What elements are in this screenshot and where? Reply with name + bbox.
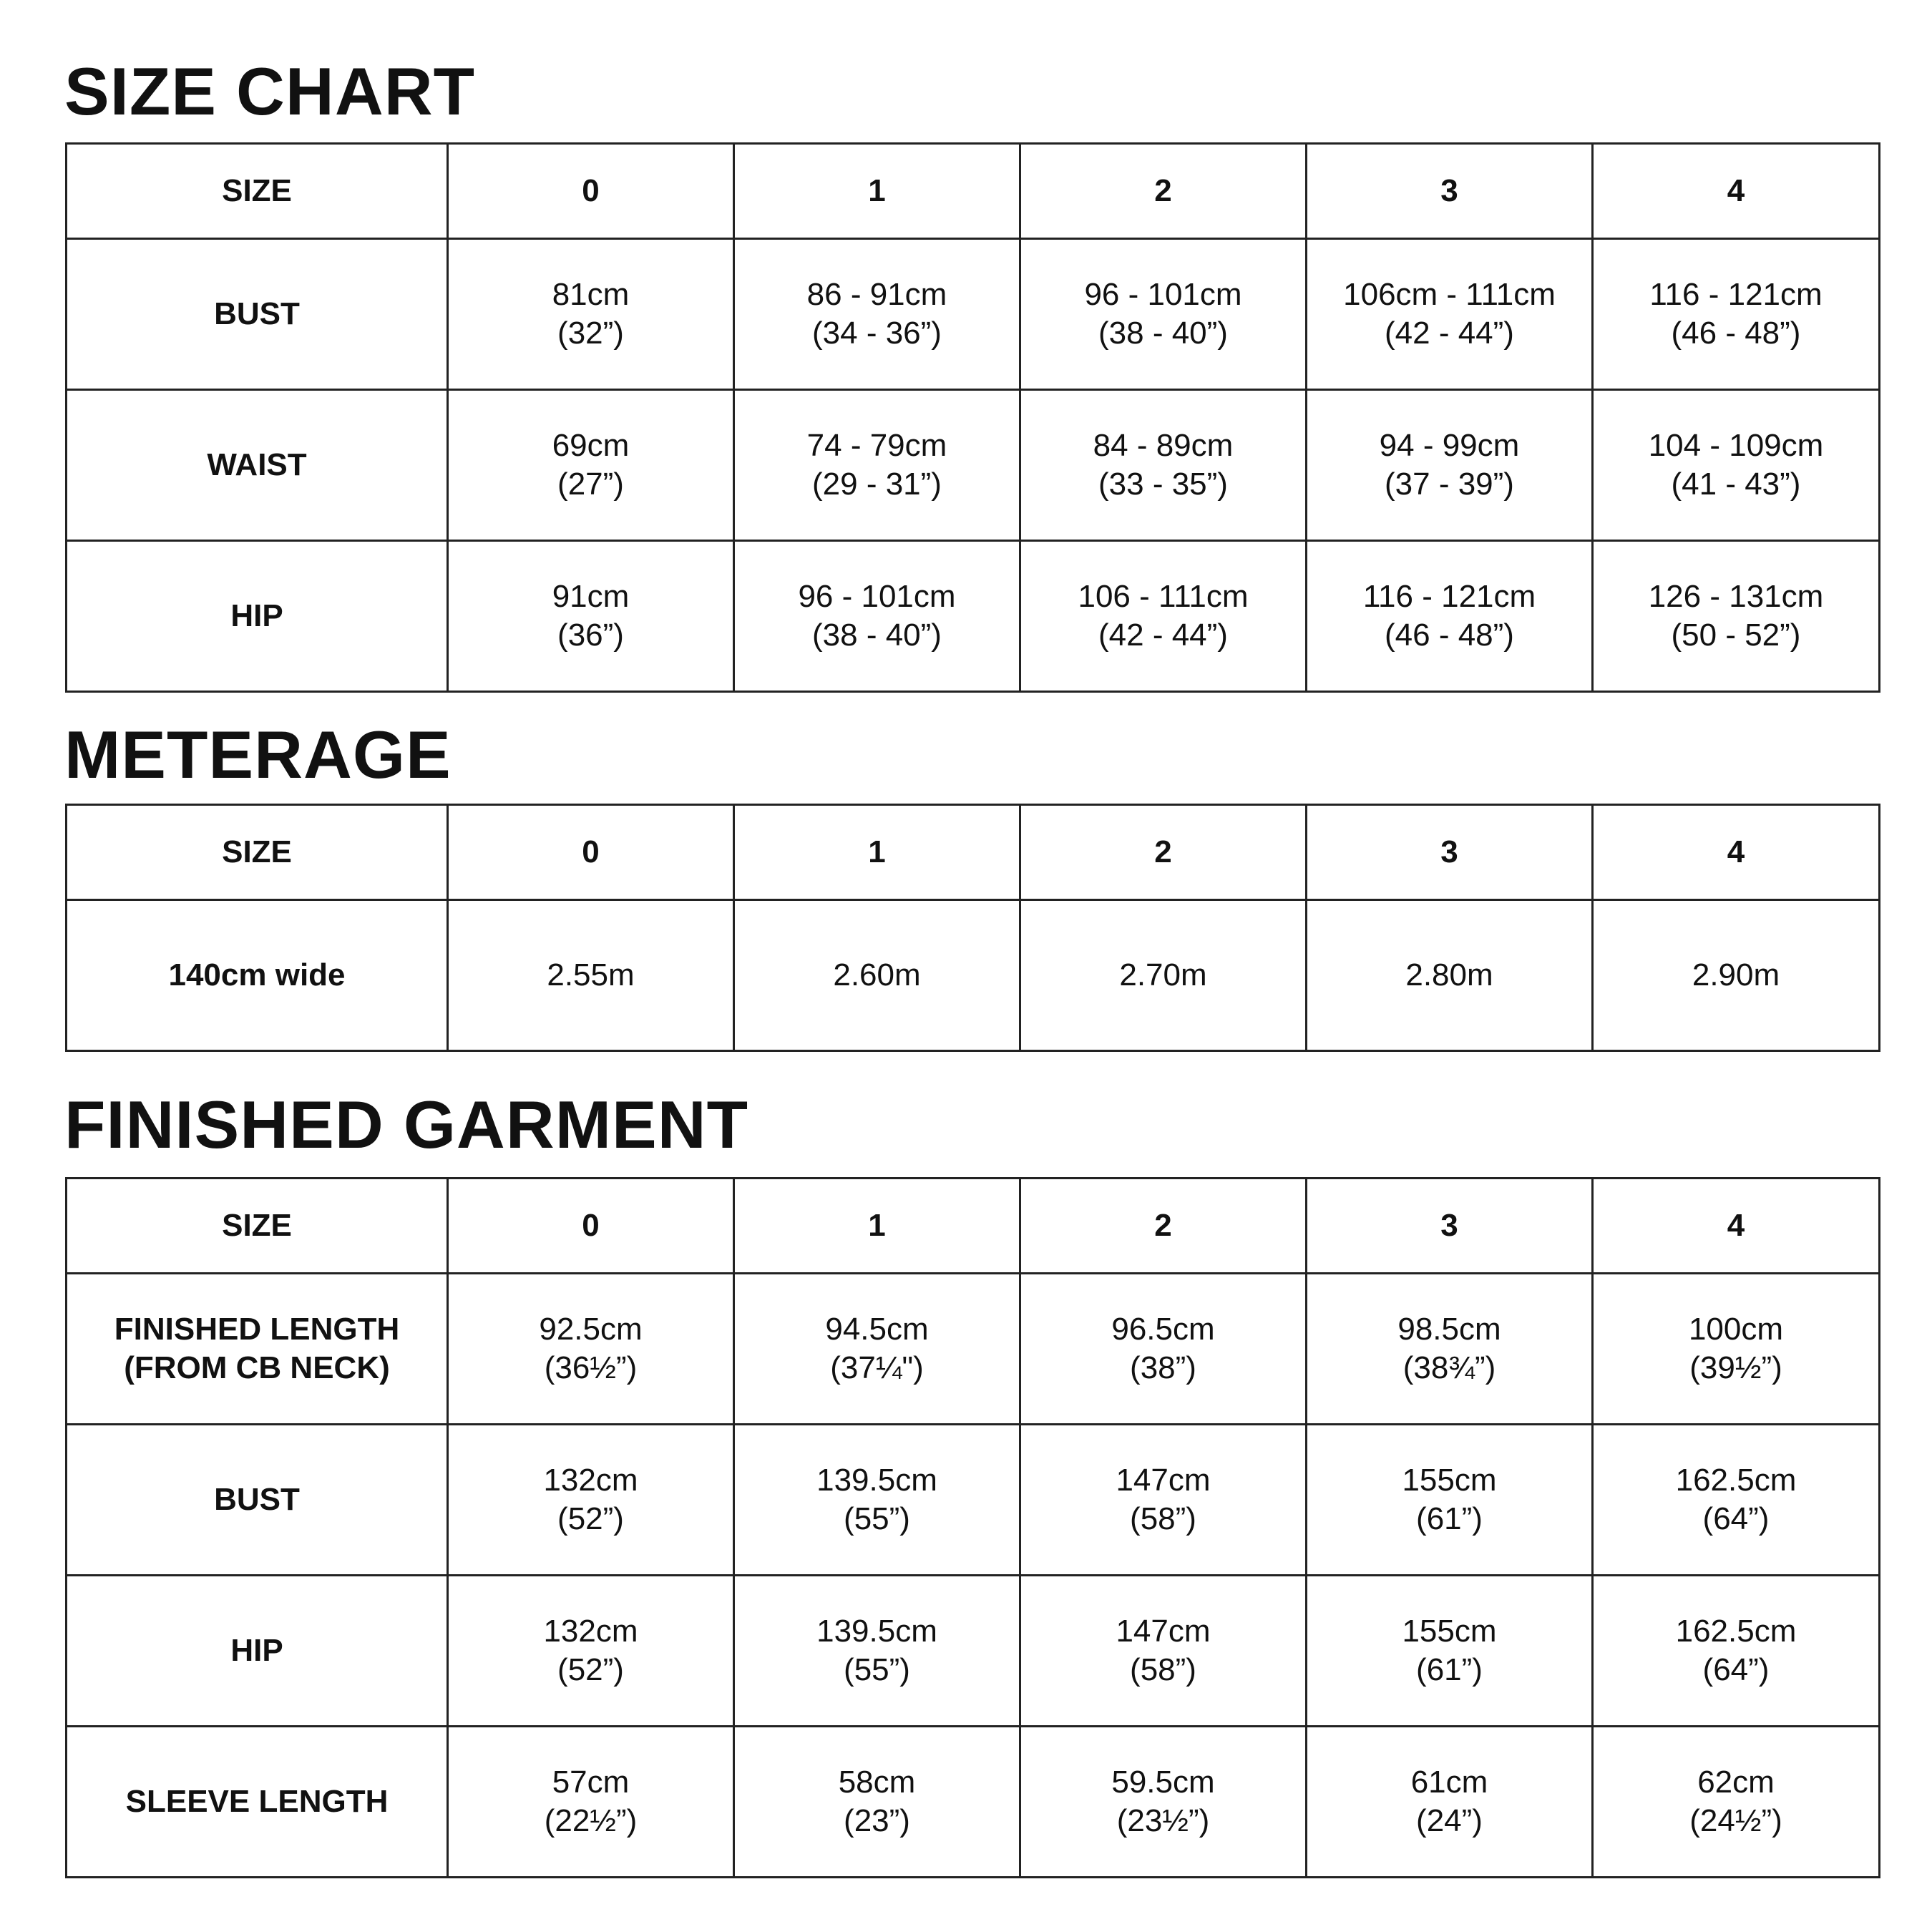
size-header-cell: 0 — [448, 805, 734, 900]
measurement-cell: 139.5cm (55”) — [734, 1425, 1020, 1576]
measurement-cell: 74 - 79cm (29 - 31”) — [734, 390, 1020, 541]
finished-garment-row-bust — [67, 1425, 1880, 1576]
measurement-cell: 116 - 121cm (46 - 48”) — [1307, 541, 1593, 692]
size-header-cell: 1 — [734, 1179, 1020, 1274]
row-label: BUST — [67, 239, 448, 390]
measurement-cell: 94.5cm (37¼") — [734, 1274, 1020, 1425]
measurement-cell: 116 - 121cm (46 - 48”) — [1593, 239, 1880, 390]
measurement-cell: 58cm (23”) — [734, 1727, 1020, 1878]
size-header-cell: 4 — [1593, 144, 1880, 239]
measurement-cell: 91cm (36”) — [448, 541, 734, 692]
measurement-cell: 86 - 91cm (34 - 36”) — [734, 239, 1020, 390]
measurement-cell: 69cm (27”) — [448, 390, 734, 541]
row-label: HIP — [67, 541, 448, 692]
measurement-cell: 92.5cm (36½”) — [448, 1274, 734, 1425]
meterage-header-row — [67, 805, 1880, 900]
meterage-cell: 2.55m — [448, 900, 734, 1051]
row-label-sub: (FROM CB NECK) — [124, 1350, 390, 1385]
size-chart-header-row — [67, 144, 1880, 239]
row-label: HIP — [67, 1576, 448, 1727]
meterage-cell: 2.70m — [1020, 900, 1307, 1051]
row-label-main: FINISHED LENGTH — [114, 1312, 400, 1347]
measurement-cell: 147cm (58”) — [1020, 1576, 1307, 1727]
row-label: SLEEVE LENGTH — [67, 1727, 448, 1878]
row-label: BUST — [67, 1425, 448, 1576]
measurement-cell: 96 - 101cm (38 - 40”) — [734, 541, 1020, 692]
size-header-cell: SIZE — [67, 1179, 448, 1274]
size-header-cell: 0 — [448, 1179, 734, 1274]
size-header-cell: 1 — [734, 805, 1020, 900]
measurement-cell: 155cm (61”) — [1307, 1576, 1593, 1727]
measurement-cell: 126 - 131cm (50 - 52”) — [1593, 541, 1880, 692]
measurement-cell: 147cm (58”) — [1020, 1425, 1307, 1576]
measurement-cell: 61cm (24”) — [1307, 1727, 1593, 1878]
size-header-cell: 1 — [734, 144, 1020, 239]
measurement-cell: 96.5cm (38”) — [1020, 1274, 1307, 1425]
measurement-cell: 100cm (39½”) — [1593, 1274, 1880, 1425]
meterage-table — [65, 804, 1880, 1052]
size-header-cell: 2 — [1020, 1179, 1307, 1274]
size-header-cell: 2 — [1020, 144, 1307, 239]
size-header-cell: SIZE — [67, 144, 448, 239]
meterage-title: METERAGE — [64, 717, 452, 792]
row-label — [67, 1274, 448, 1425]
finished-garment-title: FINISHED GARMENT — [64, 1087, 748, 1162]
finished-garment-row-hip — [67, 1576, 1880, 1727]
row-label: 140cm wide — [67, 900, 448, 1051]
size-chart-title: SIZE CHART — [64, 54, 475, 129]
size-header-cell: 4 — [1593, 1179, 1880, 1274]
measurement-cell: 132cm (52”) — [448, 1425, 734, 1576]
meterage-cell: 2.90m — [1593, 900, 1880, 1051]
size-chart-row-bust — [67, 239, 1880, 390]
measurement-cell: 81cm (32”) — [448, 239, 734, 390]
measurement-cell: 96 - 101cm (38 - 40”) — [1020, 239, 1307, 390]
measurement-cell: 62cm (24½”) — [1593, 1727, 1880, 1878]
size-header-cell: 2 — [1020, 805, 1307, 900]
finished-garment-row-length — [67, 1274, 1880, 1425]
measurement-cell: 84 - 89cm (33 - 35”) — [1020, 390, 1307, 541]
size-chart-row-waist — [67, 390, 1880, 541]
measurement-cell: 57cm (22½”) — [448, 1727, 734, 1878]
size-header-cell: 4 — [1593, 805, 1880, 900]
size-header-cell: 3 — [1307, 805, 1593, 900]
size-header-cell: 3 — [1307, 1179, 1593, 1274]
measurement-cell: 104 - 109cm (41 - 43”) — [1593, 390, 1880, 541]
measurement-cell: 98.5cm (38¾”) — [1307, 1274, 1593, 1425]
measurement-cell: 162.5cm (64”) — [1593, 1425, 1880, 1576]
size-header-cell: SIZE — [67, 805, 448, 900]
finished-garment-header-row — [67, 1179, 1880, 1274]
meterage-cell: 2.80m — [1307, 900, 1593, 1051]
measurement-cell: 94 - 99cm (37 - 39”) — [1307, 390, 1593, 541]
measurement-cell: 106cm - 111cm (42 - 44”) — [1307, 239, 1593, 390]
size-header-cell: 3 — [1307, 144, 1593, 239]
size-header-cell: 0 — [448, 144, 734, 239]
finished-garment-row-sleeve-length — [67, 1727, 1880, 1878]
measurement-cell: 132cm (52”) — [448, 1576, 734, 1727]
measurement-cell: 155cm (61”) — [1307, 1425, 1593, 1576]
row-label: WAIST — [67, 390, 448, 541]
measurement-cell: 139.5cm (55”) — [734, 1576, 1020, 1727]
size-chart-table — [65, 142, 1880, 693]
size-chart-row-hip — [67, 541, 1880, 692]
measurement-cell: 59.5cm (23½”) — [1020, 1727, 1307, 1878]
meterage-row-140cm-wide — [67, 900, 1880, 1051]
finished-garment-table — [65, 1177, 1880, 1878]
measurement-cell: 162.5cm (64”) — [1593, 1576, 1880, 1727]
meterage-cell: 2.60m — [734, 900, 1020, 1051]
measurement-cell: 106 - 111cm (42 - 44”) — [1020, 541, 1307, 692]
